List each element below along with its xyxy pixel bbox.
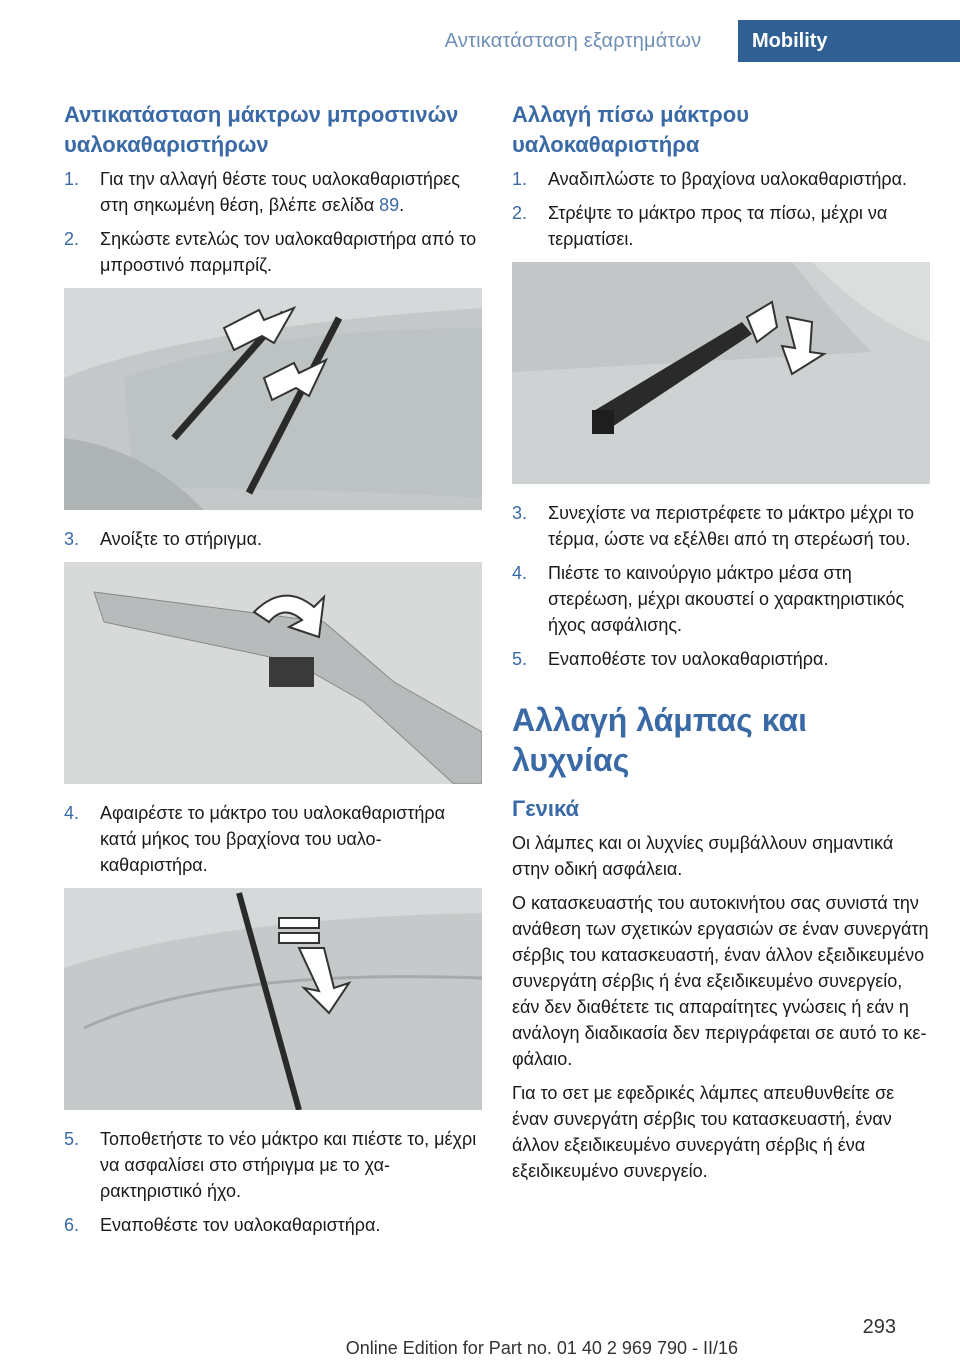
- step-number: 1.: [512, 169, 528, 189]
- right-column: [512, 100, 930, 1192]
- edition-note: Online Edition for Part no. 01 40 2 969 790 - II/16: [345, 1338, 738, 1358]
- page-footer: [0, 1316, 960, 1362]
- step-number: 4.: [512, 563, 528, 583]
- general-heading: Γενικά: [512, 796, 580, 821]
- paragraph: Οι λάμπες και οι λυχνίες συμβάλλουν σημαντικά στην οδική ασφάλεια.: [512, 833, 894, 879]
- step-text: Εναποθέστε τον υαλοκαθαριστήρα.: [548, 649, 829, 669]
- paragraph: Για το σετ με εφεδρικές λάμπες απευθυνθείτε σε έναν συνεργάτη σέρβις του κατασκευαστή, έναν άλλον εξειδικευμένο συνεργάτη σέρβις ή ένα εξειδικευμένο συνεργείο.: [512, 1083, 895, 1181]
- section-title: Αντικατάσταση εξαρτημάτων: [444, 29, 702, 52]
- list-item: [64, 166, 482, 218]
- list-item: [512, 560, 930, 638]
- list-item: [64, 1212, 482, 1238]
- step-number: 3.: [512, 503, 528, 523]
- figure-wipers-raised: [64, 288, 482, 510]
- page-link[interactable]: 89: [379, 195, 400, 215]
- list-item: [64, 1126, 482, 1204]
- step-text: Αναδιπλώστε το βραχίονα υαλοκαθαριστήρα.: [548, 169, 907, 189]
- left-column: [64, 100, 482, 1246]
- step-number: 2.: [512, 203, 528, 223]
- step-text: Εναποθέστε τον υαλοκαθαριστήρα.: [100, 1215, 381, 1235]
- figure-remove-blade: [64, 888, 482, 1110]
- step-text: Στρέψτε το μάκτρο προς τα πίσω, μέχρι να τερματίσει.: [548, 203, 888, 249]
- chapter-tab: Mobility: [738, 20, 960, 62]
- front-wiper-heading: Αντικατάσταση μάκτρων μπροστινών υαλοκαθαριστήρων: [64, 102, 459, 157]
- page-number: 293: [862, 1316, 896, 1338]
- figure-open-clip: [64, 562, 482, 784]
- list-item: [64, 226, 482, 278]
- step-text: Τοποθετήστε το νέο μάκτρο και πιέστε το, μέχρι να ασφαλίσει στο στήριγμα με το χαρακτηριστικό ήχο.: [100, 1129, 477, 1201]
- step-text: Πιέστε το καινούργιο μάκτρο μέσα στη στερέωση, μέχρι ακουστεί ο χαρακτηριστικός ήχος ασφάλισης.: [548, 563, 905, 635]
- paragraph: Ο κατασκευαστής του αυτοκινήτου σας συνιστά την ανάθεση των σχετικών εργασιών σε έναν συνεργάτη σέρβις του κατασκευαστή, έναν άλλον εξειδικευμένο συνεργάτη σέρβις ή ένα εξειδικευμένο συνεργείο, εάν δεν διαθέτετε τις απαραίτητες γνώσεις ή εάν η ανάλογη διαδικασία δεν περιγράφεται σε αυτό το κεφάλαιο.: [512, 893, 929, 1069]
- step-text: Ανοίξτε το στήριγμα.: [100, 529, 262, 549]
- rear-wiper-heading: Αλλαγή πίσω μάκτρου υαλοκαθαριστήρα: [512, 102, 750, 157]
- page-header: [0, 0, 960, 62]
- step-text: Αφαιρέστε το μάκτρο του υαλοκαθαριστήρα κατά μήκος του βραχίονα του υαλοκαθαριστήρα.: [100, 803, 446, 875]
- list-item: [512, 166, 930, 192]
- step-text: Για την αλλαγή θέστε τους υαλοκαθαριστήρες στη σηκωμένη θέση, βλέπε σελίδα 89.: [100, 169, 460, 215]
- list-item: [512, 500, 930, 552]
- step-text: Συνεχίστε να περιστρέφετε το μάκτρο μέχρι το τέρμα, ώστε να εξέλθει από τη στερέωσή του.: [548, 503, 915, 549]
- list-item: [64, 526, 482, 552]
- list-item: [512, 646, 930, 672]
- list-item: [512, 200, 930, 252]
- step-number: 5.: [64, 1129, 80, 1149]
- step-number: 6.: [64, 1215, 80, 1235]
- step-number: 3.: [64, 529, 80, 549]
- list-item: [64, 800, 482, 878]
- step-text: Σηκώστε εντελώς τον υαλοκαθαριστήρα από το μπροστινό παρμπρίζ.: [100, 229, 477, 275]
- bulb-change-title: Αλλαγή λάμπας και λυχνίας: [512, 702, 808, 778]
- step-number: 5.: [512, 649, 528, 669]
- step-number: 2.: [64, 229, 80, 249]
- figure-rear-wiper: [512, 262, 930, 484]
- step-number: 1.: [64, 169, 80, 189]
- step-number: 4.: [64, 803, 80, 823]
